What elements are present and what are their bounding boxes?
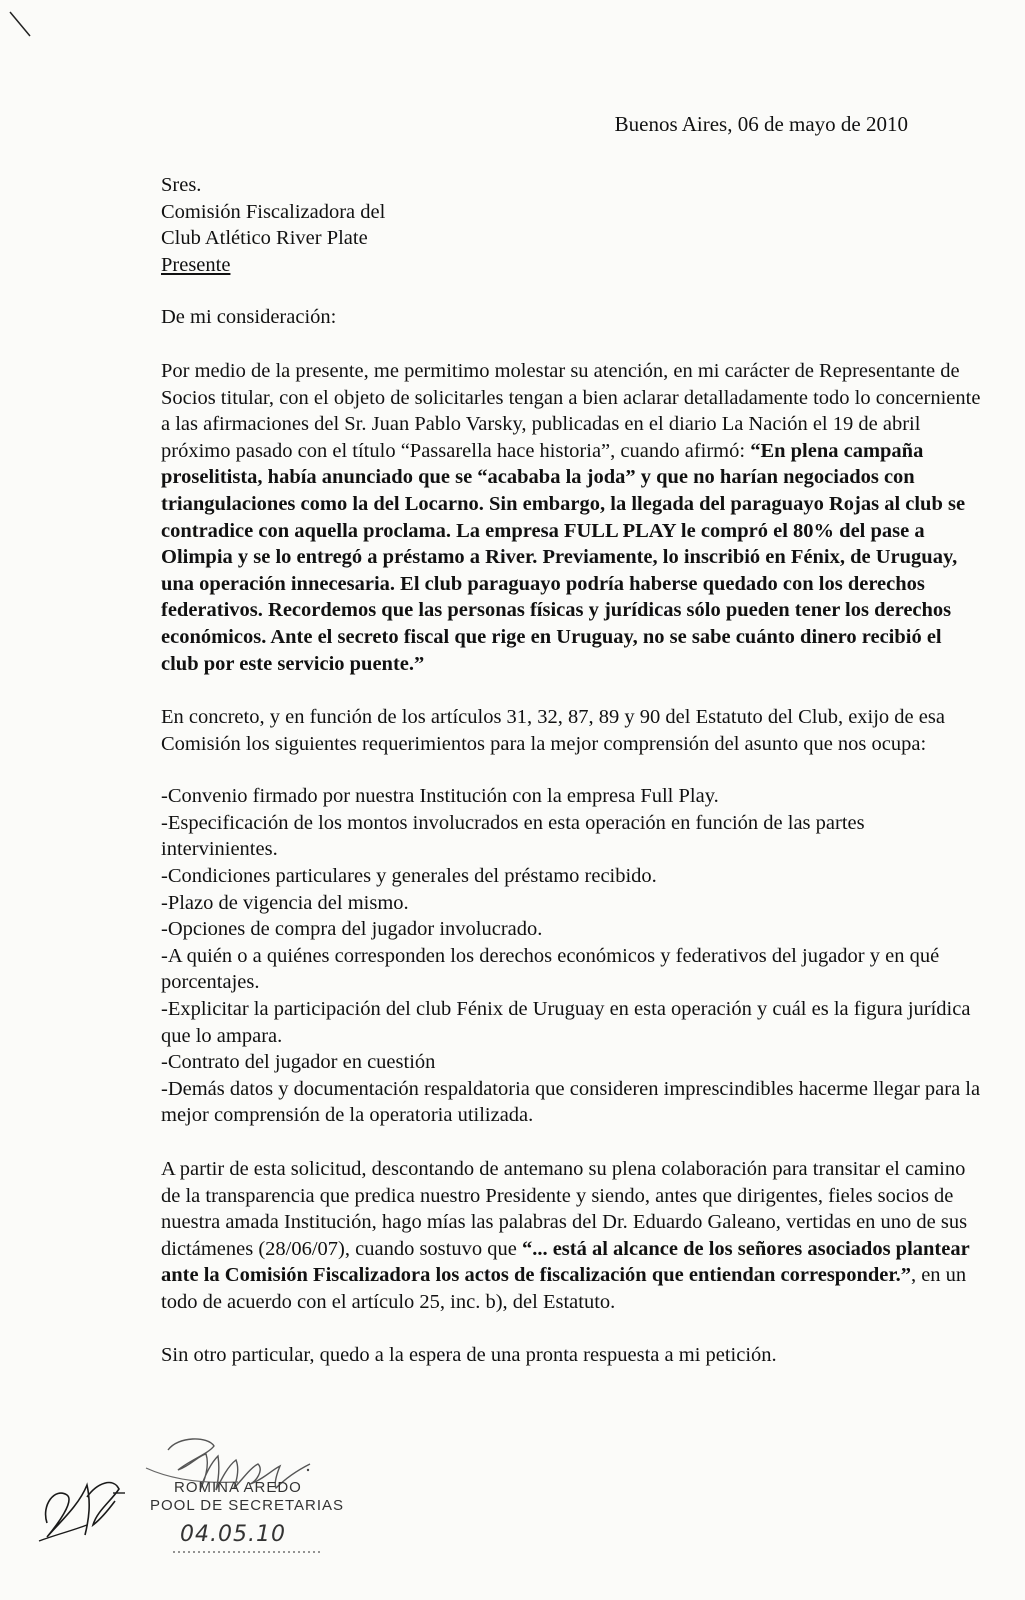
requirement-item: -Demás datos y documentación respaldatoria que consideren imprescindibles hacerme llegar para la mejor comprensión de la operatoria utilizada. — [161, 1077, 981, 1127]
letter-date: Buenos Aires, 06 de mayo de 2010 — [614, 112, 908, 136]
pen-stroke-mark — [8, 10, 38, 40]
requirement-item: -Contrato del jugador en cuestión — [161, 1051, 436, 1074]
paragraph-1 — [161, 358, 981, 677]
paragraph-3-intro: A partir de esta solicitud, descontando de antemano su plena colaboración para transitar el camino de la transparencia que predica nuestro Presidente y siendo, antes que dirigentes, fieles socios de nuestra amada Institución, hago mías las palabras del Dr. Eduardo Galeano, vertidas en uno de sus dictámenes (28/06/07), cuando sostuvo que — [161, 1158, 968, 1260]
requirement-item: -Condiciones particulares y generales del préstamo recibido. — [161, 865, 657, 888]
requirement-item: -Opciones de compra del jugador involucrado. — [161, 918, 543, 941]
requirement-item: -A quién o a quiénes corresponden los derechos económicos y federativos del jugador y en qué porcentajes. — [161, 944, 940, 994]
letter-body — [161, 172, 981, 1368]
handwritten-initials — [27, 1445, 137, 1555]
requirements-list — [161, 783, 981, 1129]
requirement-item: -Plazo de vigencia del mismo. — [161, 891, 409, 914]
closing-line: Sin otro particular, quedo a la espera de una pronta respuesta a mi petición. — [161, 1343, 777, 1366]
reception-stamp — [138, 1430, 378, 1580]
greeting: De mi consideración: — [161, 306, 337, 329]
requirement-item: -Explicitar la participación del club Fénix de Uruguay en esta operación y cuál es la figura jurídica que lo ampara. — [161, 998, 971, 1047]
stamp-department: POOL DE SECRETARIAS — [150, 1497, 345, 1514]
recipient-line-2: Comisión Fiscalizadora del — [161, 200, 386, 223]
paragraph-3-quote: “... está al alcance de los señores asociados plantear ante la Comisión Fiscalizadora los actos de fiscalización que entiendan corresponder.” — [161, 1237, 970, 1287]
stamp-dotted-line — [173, 1550, 323, 1554]
paragraph-2: En concreto, y en función de los artículos 31, 32, 87, 89 y 90 del Estatuto del Club, exijo de esa Comisión los siguientes requerimientos para la mejor comprensión del asunto que nos ocupa: — [161, 706, 945, 755]
paragraph-1-intro: Por medio de la presente, me permitimo molestar su atención, en mi carácter de Representante de Socios titular, con el objeto de solicitarles tengan a bien aclarar detalladamente todo lo concerniente a las afirmaciones del Sr. Juan Pablo Varsky, publicadas en el diario La Nación el 19 de abril próximo pasado con el título “Passarella hace historia”, cuando afirmó: — [161, 359, 981, 462]
recipient-line-1: Sres. — [161, 174, 202, 196]
requirement-item: -Especificación de los montos involucrados en esta operación en función de las partes intervinientes. — [161, 811, 865, 861]
stamp-date: 04.05.10 — [180, 1522, 286, 1547]
recipient-line-3: Club Atlético River Plate — [161, 227, 368, 250]
paragraph-1-quote: “En plena campaña proselitista, había anunciado que se “acababa la joda” y que no harían negociados con triangulaciones como la del Locarno. Sin embargo, la llegada del paraguayo Rojas al club se contradice con aquella proclama. La empresa FULL PLAY le compró el 80% del pase a Olimpia y se lo entregó a préstamo a River. Previamente, lo inscribió en Fénix, de Uruguay, una operación innecesaria. El club paraguayo podría haberse quedado con los derechos federativos. Recordemos que las personas físicas y jurídicas sólo pueden tener los derechos económicos. Ante el secreto fiscal que rige en Uruguay, no se sabe cuánto dinero recibió el club por este servicio puente.” — [161, 439, 966, 675]
recipient-line-4: Presente — [161, 253, 231, 276]
recipient-block — [161, 172, 981, 278]
stamp-name: ROMINA AREDO — [174, 1479, 302, 1496]
paragraph-3 — [161, 1156, 981, 1316]
paragraph-3-end: , en un todo de acuerdo con el artículo 25, inc. b), del Estatuto. — [161, 1264, 967, 1313]
requirement-item: -Convenio firmado por nuestra Institución con la empresa Full Play. — [161, 785, 719, 808]
